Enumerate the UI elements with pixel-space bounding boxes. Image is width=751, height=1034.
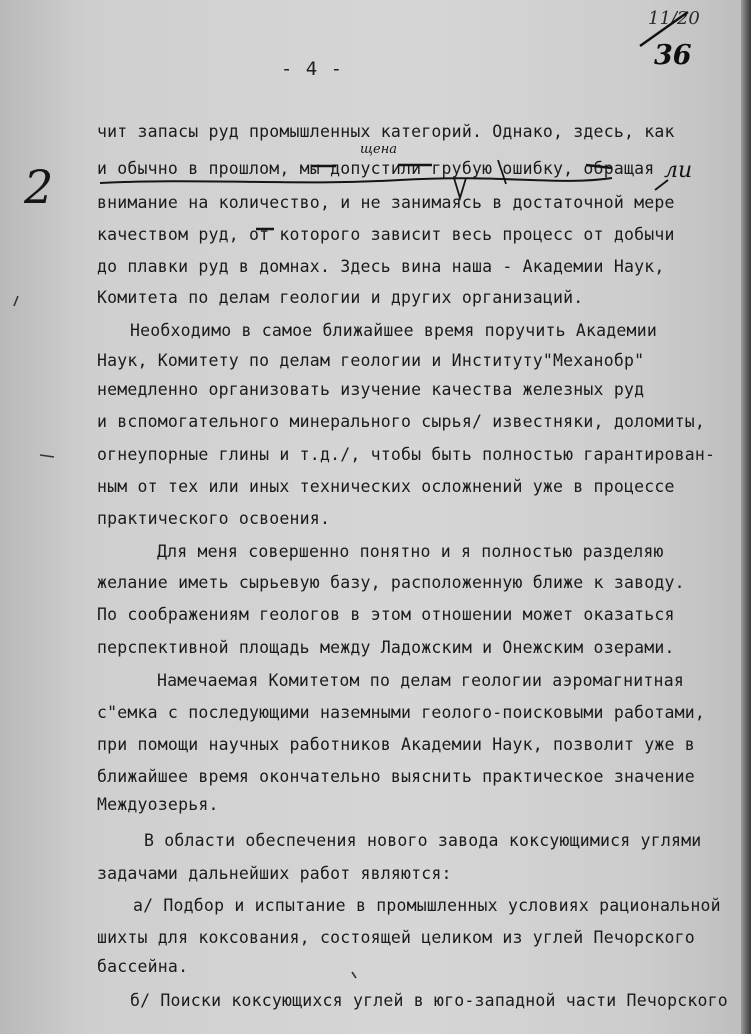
- text-line: Намечаемая Комитетом по делам геологии аэромагнитная: [157, 671, 684, 690]
- text-line: при помощи научных работников Академии Наук, позволит уже в: [97, 735, 695, 754]
- text-line: Необходимо в самое ближайшее время поручить Академии: [130, 321, 657, 340]
- handwritten-insertion: щена: [360, 142, 398, 157]
- text-line: В области обеспечения нового завода коксующимися углями: [144, 831, 702, 850]
- margin-tick: [352, 972, 356, 978]
- text-line: задачами дальнейших работ являются:: [97, 864, 452, 883]
- text-line: ближайшее время окончательно выяснить практическое значение: [97, 767, 695, 786]
- text-line: до плавки руд в домнах. Здесь вина наша - Академии Наук,: [97, 257, 665, 276]
- text-line: качеством руд, от которого зависит весь процесс от добычи: [97, 225, 675, 244]
- archive-number-old: 11/20: [648, 8, 700, 29]
- archive-number-new: 36: [654, 40, 692, 71]
- text-line: огнеупорные глины и т.д./, чтобы быть полностью гарантирован-: [97, 445, 716, 464]
- text-line: а/ Подбор и испытание в промышленных условиях рациональной: [133, 896, 721, 915]
- text-line: практического освоения.: [97, 509, 331, 528]
- text-line: желание иметь сырьевую базу, расположенную ближе к заводу.: [97, 573, 685, 592]
- text-line: и вспомогательного минерального сырья/ известняки, доломиты,: [97, 412, 706, 431]
- text-line: б/ Поиски коксующихся углей в юго-западной части Печорского: [130, 991, 728, 1010]
- page-edge-shadow: [741, 0, 751, 1034]
- text-line: чит запасы руд промышленных категорий. Однако, здесь, как: [97, 122, 675, 141]
- text-line: внимание на количество, и не занимаясь в достаточной мере: [97, 193, 675, 212]
- handwritten-insertion: ли: [664, 158, 693, 183]
- page-number: - 4 -: [280, 58, 344, 80]
- margin-tick: [14, 296, 18, 306]
- text-line: По соображениям геологов в этом отношении может оказаться: [97, 605, 675, 624]
- text-line: ным от тех или иных технических осложнений уже в процессе: [97, 477, 675, 496]
- text-line: с"емка с последующими наземными геолого-поисковыми работами,: [97, 703, 706, 722]
- text-line: Междуозерья.: [97, 795, 219, 814]
- text-line: Наук, Комитету по делам геологии и Институту"Механобр": [97, 351, 645, 370]
- text-line: Комитета по делам геологии и других организаций.: [97, 288, 584, 307]
- text-line: бассейна.: [97, 957, 189, 976]
- text-line: и обычно в прошлом, мы допустили грубую ошибку, обращая: [97, 159, 655, 178]
- margin-tick: [40, 455, 54, 457]
- text-line: немедленно организовать изучение качества железных руд: [97, 380, 645, 399]
- text-line: шихты для коксования, состоящей целиком из углей Печорского: [97, 928, 695, 947]
- text-line: перспективной площадь между Ладожским и Онежским озерами.: [97, 638, 675, 657]
- text-line: Для меня совершенно понятно и я полностью разделяю: [157, 542, 664, 561]
- margin-handwritten-mark: 2: [24, 160, 54, 214]
